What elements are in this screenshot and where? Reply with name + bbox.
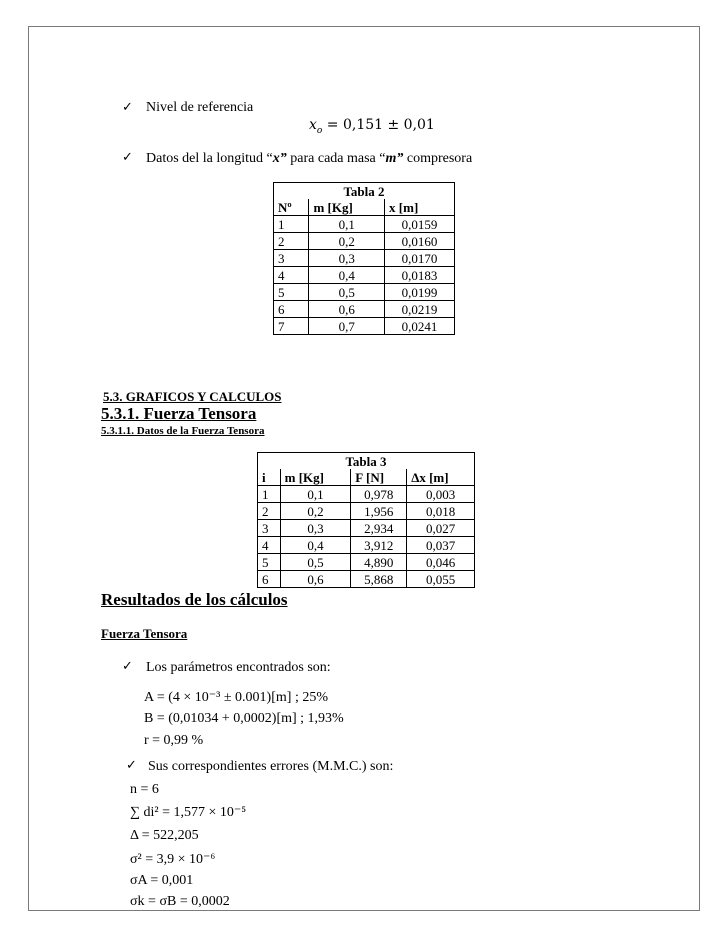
resultados-heading: Resultados de los cálculos (101, 590, 288, 609)
section-5-3-1: 5.3.1. Fuerza Tensora (101, 404, 257, 423)
table-cell: 0,0170 (385, 250, 455, 267)
table-cell: 4 (258, 537, 281, 554)
table-cell: 0,0159 (385, 216, 455, 233)
table-row (274, 301, 455, 318)
table-cell: 0,978 (351, 486, 407, 503)
table-cell: 0,037 (407, 537, 475, 554)
table-cell: 0,0160 (385, 233, 455, 250)
x0-equation: $x_o = 0,151 \pm 0,01$ (309, 117, 435, 136)
table-cell: 4,890 (351, 554, 407, 571)
table-cell: 0,027 (407, 520, 475, 537)
section-5-3-1-1: 5.3.1.1. Datos de la Fuerza Tensora (101, 425, 265, 437)
formula-r: r = 0,99 % (144, 733, 204, 748)
bullet-errores: Sus correspondientes errores (M.M.C.) son: (148, 759, 394, 774)
table-cell: 5 (258, 554, 281, 571)
table-cell: 2 (274, 233, 309, 250)
table-cell: 1 (274, 216, 309, 233)
formula-A: A = (4 × 10⁻³ ± 0.001)[m] ; 25% (144, 690, 328, 705)
table-cell: 0,6 (280, 571, 351, 588)
table-row (258, 571, 475, 588)
table-cell: 4 (274, 267, 309, 284)
table-row (274, 216, 455, 233)
checkmark-icon: ✓ (122, 659, 133, 674)
table-row (258, 486, 475, 503)
table-cell: 3,912 (351, 537, 407, 554)
table-header: m [Kg] (280, 469, 351, 486)
table-cell: 0,1 (309, 216, 385, 233)
table-cell: 0,2 (309, 233, 385, 250)
table-header: x [m] (385, 199, 455, 216)
table-cell: 5,868 (351, 571, 407, 588)
table-header: Nº (274, 199, 309, 216)
table-cell: 7 (274, 318, 309, 335)
bullet-nivel: Nivel de referencia (146, 100, 254, 115)
table-cell: 0,6 (309, 301, 385, 318)
table-cell: 1 (258, 486, 281, 503)
table-row (258, 520, 475, 537)
table-header: Δx [m] (407, 469, 475, 486)
checkmark-icon: ✓ (122, 100, 133, 115)
table-cell: 1,956 (351, 503, 407, 520)
table-cell: 0,055 (407, 571, 475, 588)
table-cell: 6 (274, 301, 309, 318)
formula-B: B = (0,01034 + 0,0002)[m] ; 1,93% (144, 711, 344, 726)
table-cell: 0,0241 (385, 318, 455, 335)
table-cell: 0,046 (407, 554, 475, 571)
formula-sigma2: σ² = 3,9 × 10⁻⁶ (130, 852, 216, 867)
table-cell: 0,4 (309, 267, 385, 284)
table-header: m [Kg] (309, 199, 385, 216)
table-cell: 0,1 (280, 486, 351, 503)
bullet-parametros: Los parámetros encontrados son: (146, 660, 331, 675)
table-cell: 0,0219 (385, 301, 455, 318)
table-cell: 6 (258, 571, 281, 588)
table-row (274, 267, 455, 284)
table-cell: 0,3 (280, 520, 351, 537)
formula-n: n = 6 (130, 782, 159, 797)
table-row (258, 537, 475, 554)
table-cell: 2 (258, 503, 281, 520)
table-cell: 0,0199 (385, 284, 455, 301)
bullet-datos: Datos del la longitud “x” para cada masa “m” compresora (146, 151, 473, 166)
table-cell: 0,003 (407, 486, 475, 503)
table-row (274, 318, 455, 335)
formula-sum-di: ∑ di² = 1,577 × 10⁻⁵ (130, 805, 247, 820)
fuerza-tensora-heading: Fuerza Tensora (101, 626, 188, 641)
table-cell: 0,5 (309, 284, 385, 301)
table-cell: 0,018 (407, 503, 475, 520)
table-cell: 0,3 (309, 250, 385, 267)
table-cell: 0,5 (280, 554, 351, 571)
table-row (258, 503, 475, 520)
table-cell: 0,4 (280, 537, 351, 554)
tabla-2 (273, 182, 455, 335)
formula-sigmaK: σk = σB = 0,0002 (130, 894, 230, 909)
table-header: i (258, 469, 281, 486)
checkmark-icon: ✓ (126, 758, 137, 773)
table-cell: 5 (274, 284, 309, 301)
formula-delta: Δ = 522,205 (130, 828, 199, 843)
table-cell: 0,0183 (385, 267, 455, 284)
table-row (258, 554, 475, 571)
table-cell: 3 (274, 250, 309, 267)
table-row (274, 284, 455, 301)
table-row (274, 250, 455, 267)
table-cell: 3 (258, 520, 281, 537)
table-header: F [N] (351, 469, 407, 486)
section-5-3: 5.3. GRAFICOS Y CALCULOS (103, 389, 282, 404)
table-row (274, 233, 455, 250)
table-cell: 2,934 (351, 520, 407, 537)
tabla-3 (257, 452, 475, 588)
tabla-3-caption: Tabla 3 (258, 453, 475, 470)
table-cell: 0,2 (280, 503, 351, 520)
tabla-2-caption: Tabla 2 (274, 183, 455, 200)
table-cell: 0,7 (309, 318, 385, 335)
checkmark-icon: ✓ (122, 150, 133, 165)
formula-sigmaA: σA = 0,001 (130, 873, 194, 888)
